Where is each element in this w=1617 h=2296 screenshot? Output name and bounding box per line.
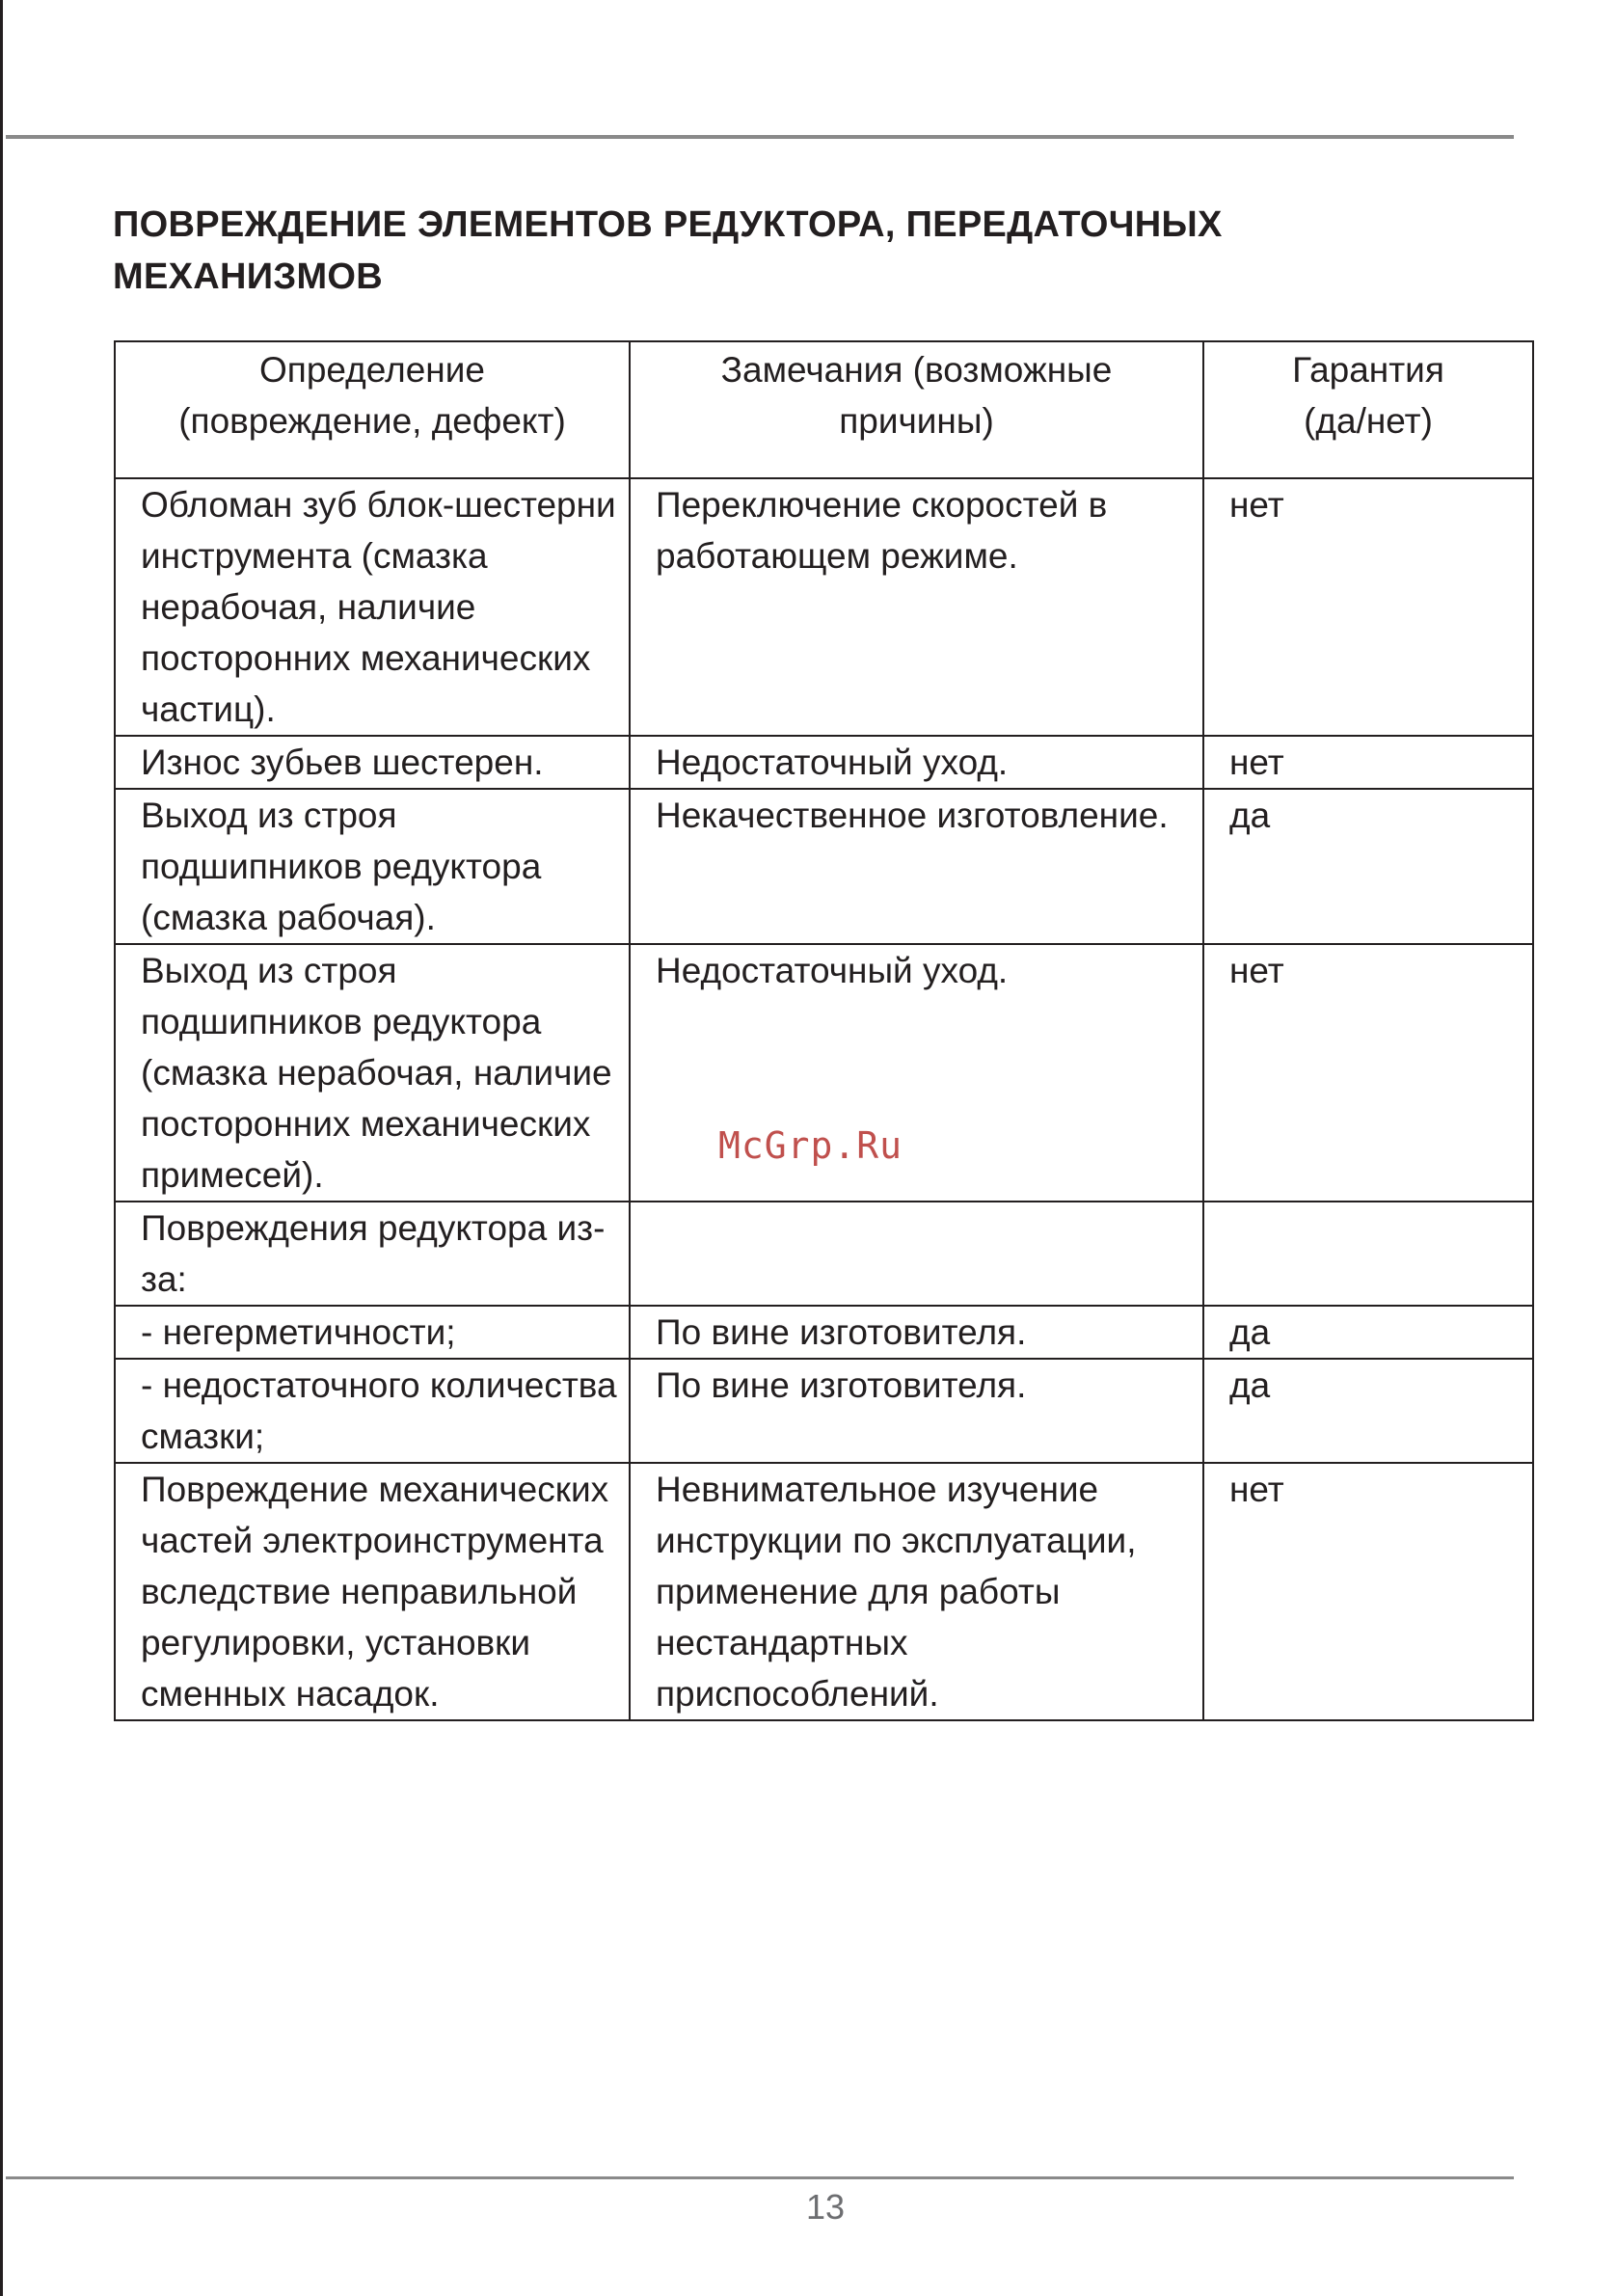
cell-warranty: нет — [1203, 478, 1533, 736]
cell-warranty: да — [1203, 789, 1533, 944]
watermark-text: McGrp.Ru — [718, 1124, 903, 1167]
table-row — [115, 1359, 1533, 1463]
section-heading: ПОВРЕЖДЕНИЕ ЭЛЕМЕНТОВ РЕДУКТОРА, ПЕРЕДАТОЧНЫХ МЕХАНИЗМОВ — [113, 204, 1223, 297]
page-left-border — [0, 0, 3, 2296]
cell-warranty: да — [1203, 1359, 1533, 1463]
cell-definition: - негерметичности; — [115, 1306, 630, 1359]
table-row — [115, 736, 1533, 789]
cell-definition: Обломан зуб блок-шестерни инструмента (смазка нерабочая, наличие посторонних механических частиц). — [115, 478, 630, 736]
cell-remarks: По вине изготовителя. — [630, 1359, 1203, 1463]
table-row — [115, 1463, 1533, 1720]
header-warranty: Гарантия (да/нет) — [1203, 341, 1533, 478]
cell-remarks: Недостаточный уход. — [630, 736, 1203, 789]
table-row — [115, 1306, 1533, 1359]
table-row — [115, 789, 1533, 944]
cell-remarks: По вине изготовителя. — [630, 1306, 1203, 1359]
cell-warranty: да — [1203, 1306, 1533, 1359]
cell-warranty: нет — [1203, 944, 1533, 1202]
page-number: 13 — [805, 2187, 846, 2227]
top-divider — [6, 135, 1514, 139]
cell-remarks: Недостаточный уход. — [630, 944, 1203, 1202]
cell-definition: Повреждения редуктора из-за: — [115, 1202, 630, 1306]
defects-table — [114, 340, 1534, 1721]
cell-warranty: нет — [1203, 736, 1533, 789]
header-definition: Определение (повреждение, дефект) — [115, 341, 630, 478]
cell-definition: Износ зубьев шестерен. — [115, 736, 630, 789]
table-header-row — [115, 341, 1533, 478]
cell-definition: Выход из строя подшипников редуктора (смазка рабочая). — [115, 789, 630, 944]
table-row — [115, 478, 1533, 736]
cell-remarks: Переключение скоростей в работающем режиме. — [630, 478, 1203, 736]
header-remarks: Замечания (возможные причины) — [630, 341, 1203, 478]
cell-definition: - недостаточного количества смазки; — [115, 1359, 630, 1463]
cell-warranty — [1203, 1202, 1533, 1306]
bottom-divider — [6, 2176, 1514, 2179]
table-row — [115, 1202, 1533, 1306]
cell-definition: Выход из строя подшипников редуктора (смазка нерабочая, наличие посторонних механических примесей). — [115, 944, 630, 1202]
cell-remarks — [630, 1202, 1203, 1306]
cell-warranty: нет — [1203, 1463, 1533, 1720]
cell-definition: Повреждение механических частей электроинструмента вследствие неправильной регулировки, установки сменных насадок. — [115, 1463, 630, 1720]
cell-remarks: Некачественное изготовление. — [630, 789, 1203, 944]
cell-remarks: Невнимательное изучение инструкции по эксплуатации, применение для работы нестандартных приспособлений. — [630, 1463, 1203, 1720]
